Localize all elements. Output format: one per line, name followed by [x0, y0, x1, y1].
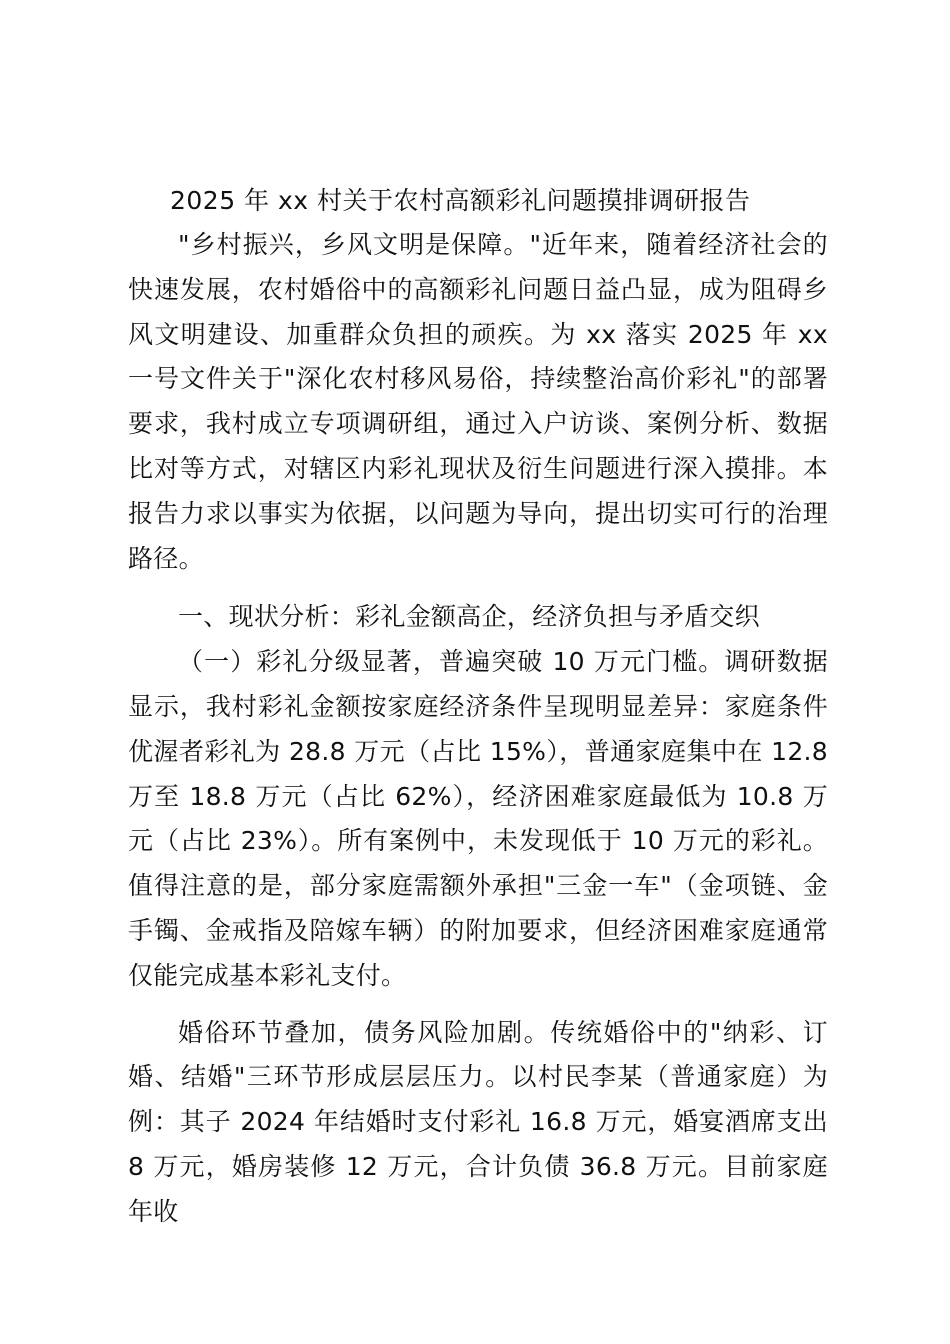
section-heading: 一、现状分析：彩礼金额高企，经济负担与矛盾交织 — [178, 602, 760, 632]
report-title: 2025 年 xx 村关于农村高额彩礼问题摸排调研报告 — [170, 186, 751, 215]
intro-paragraph: "乡村振兴，乡风文明是保障。"近年来，随着经济社会的快速发展，农村婚俗中的高额彩礼问题日益凸显，成为阻碍乡风文明建设、加重群众负担的顽疾。为 xx 落实 2025 年 xx 一号文件关于"深化农村移风易俗，持续整治高价彩礼"的部署要求，我村成立专项调研组，通过入户访谈、案例分析、数据比对等方式，对辖区内彩礼现状及衍生问题进行深入摸排。本报告力求以事实为依据，以问题为导向，提出切实可行的治理路径。 — [128, 230, 828, 573]
section-paragraph-2: 婚俗环节叠加，债务风险加剧。传统婚俗中的"纳彩、订婚、结婚"三环节形成层层压力。以村民李某（普通家庭）为例：其子 2024 年结婚时支付彩礼 16.8 万元，婚宴酒席支出 8 万元，婚房装修 12 万元，合计负债 36.8 万元。目前家庭年收 — [128, 1017, 828, 1226]
section-paragraph-1: （一）彩礼分级显著，普遍突破 10 万元门槛。调研数据显示，我村彩礼金额按家庭经济条件呈现明显差异：家庭条件优渥者彩礼为 28.8 万元（占比 15%），普通家庭集中在 12.8 万至 18.8 万元（占比 62%），经济困难家庭最低为 10.8 万元（占比 23%）。所有案例中，未发现低于 10 万元的彩礼。值得注意的是，部分家庭需额外承担"三金一车"（金项链、金手镯、金戒指及陪嫁车辆）的附加要求，但经济困难家庭通常仅能完成基本彩礼支付。 — [128, 647, 828, 990]
document-page — [128, 178, 828, 1235]
